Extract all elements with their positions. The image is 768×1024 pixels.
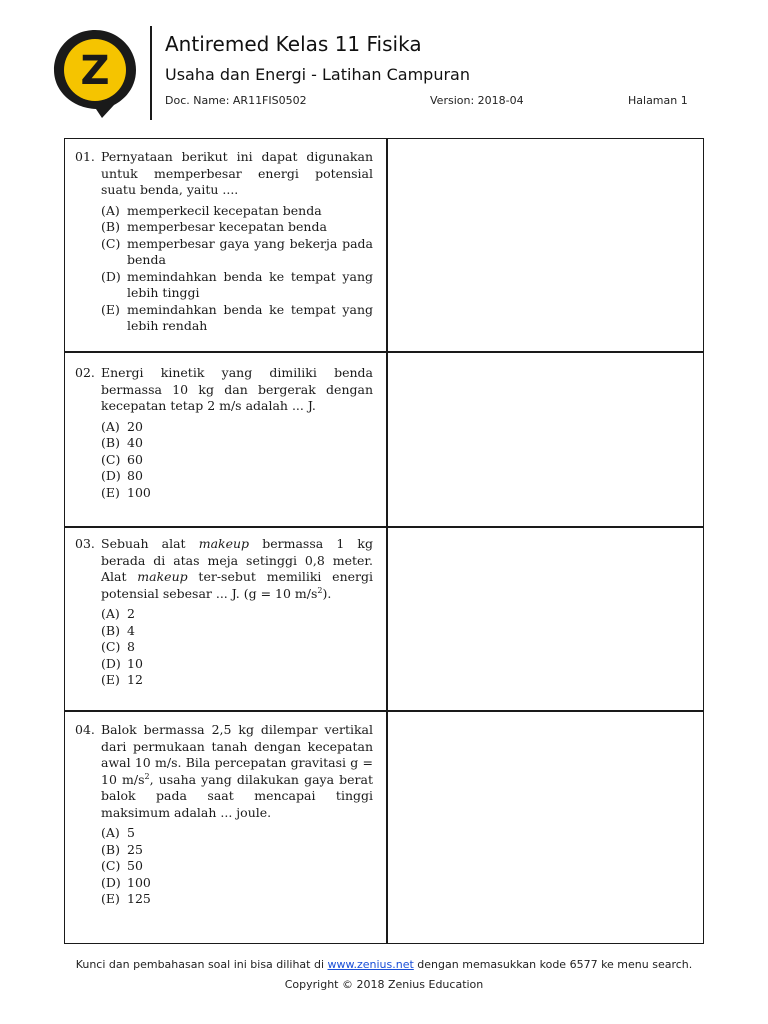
option-label: (B)	[101, 219, 120, 234]
option-text: 80	[127, 468, 143, 483]
option-c	[101, 452, 373, 469]
question-1	[75, 149, 373, 335]
question-table	[64, 138, 704, 944]
superscript: 2	[144, 771, 150, 781]
option-text: memperbesar kecepatan benda	[127, 219, 327, 234]
option-d	[101, 875, 373, 892]
option-label: (C)	[101, 858, 121, 873]
question-text: Sebuah alat makeup bermassa 1 kg berada di atas meja setinggi 0,8 meter. Alat makeup ter-sebut memiliki energi potensial sebesar ... J. (g = 10 $m/s^2$).	[101, 536, 373, 601]
row-divider	[65, 710, 703, 712]
option-text: 50	[127, 858, 143, 873]
option-label: (D)	[101, 468, 121, 483]
option-d	[101, 468, 373, 485]
option-e	[101, 302, 373, 335]
option-text: memperbesar gaya yang bekerja pada benda	[127, 235, 373, 267]
option-e	[101, 891, 373, 908]
option-b	[101, 435, 373, 452]
option-text: 12	[127, 672, 143, 687]
question-text: Pernyataan berikut ini dapat digunakan untuk memperbesar energi potensial suatu benda, yaitu ....	[101, 149, 373, 197]
option-text: memindahkan benda ke tempat yang lebih rendah	[127, 301, 373, 333]
header-divider	[150, 26, 152, 120]
option-a	[101, 419, 373, 436]
option-text: 4	[127, 622, 135, 638]
column-divider	[386, 139, 388, 943]
zenius-link[interactable]: www.zenius.net	[327, 958, 414, 971]
option-label: (E)	[101, 672, 120, 687]
option-b	[101, 842, 373, 859]
option-label: (C)	[101, 235, 121, 251]
option-label: (A)	[101, 418, 120, 434]
page-header	[0, 0, 768, 130]
option-text: 2	[127, 606, 135, 621]
question-number: 01.	[75, 149, 95, 164]
option-label: (C)	[101, 451, 121, 467]
option-list	[101, 606, 373, 689]
footer-note: Kunci dan pembahasan soal ini bisa dilihat di www.zenius.net dengan memasukkan kode 6577 ke menu search.	[75, 958, 693, 971]
option-text: 20	[127, 418, 143, 434]
option-c	[101, 639, 373, 656]
option-c	[101, 236, 373, 269]
row-divider	[65, 526, 703, 528]
option-text: 10	[127, 655, 143, 671]
doc-version: Version: 2018-04	[430, 94, 524, 107]
option-text: 40	[127, 435, 143, 450]
option-text: 60	[127, 451, 143, 467]
option-label: (A)	[101, 606, 120, 621]
option-a	[101, 606, 373, 623]
question-number: 02.	[75, 365, 95, 380]
option-text: 100	[127, 484, 151, 500]
option-e	[101, 485, 373, 502]
option-c	[101, 858, 373, 875]
question-3	[75, 536, 373, 689]
option-label: (E)	[101, 301, 120, 317]
question-text: Energi kinetik yang dimiliki benda bermassa 10 kg dan bergerak dengan kecepatan tetap 2 m/s adalah ... J.	[101, 365, 373, 413]
question-2	[75, 365, 373, 501]
option-text: 5	[127, 825, 135, 840]
option-label: (E)	[101, 891, 120, 906]
option-label: (D)	[101, 268, 121, 284]
option-e	[101, 672, 373, 689]
option-label: (B)	[101, 841, 120, 857]
option-text: 100	[127, 874, 151, 890]
copyright: Copyright © 2018 Zenius Education	[284, 978, 484, 991]
option-text: memperkecil kecepatan benda	[127, 202, 322, 218]
question-4	[75, 722, 373, 908]
emphasis-makeup: makeup	[137, 569, 188, 584]
option-text: 25	[127, 841, 143, 857]
superscript: 2	[317, 585, 323, 595]
page-title: Antiremed Kelas 11 Fisika	[165, 32, 422, 56]
page-number: Halaman 1	[628, 94, 688, 107]
option-label: (C)	[101, 639, 121, 654]
option-label: (B)	[101, 435, 120, 450]
option-text: memindahkan benda ke tempat yang lebih tinggi	[127, 268, 373, 300]
emphasis-makeup: makeup	[198, 536, 250, 551]
page-subtitle: Usaha dan Energi - Latihan Campuran	[165, 65, 470, 84]
zenius-logo	[52, 28, 138, 120]
option-d	[101, 656, 373, 673]
option-b	[101, 219, 373, 236]
question-text: Balok bermassa 2,5 kg dilempar vertikal dari permukaan tanah dengan kecepatan awal 10 m/s. Bila percepatan gravitasi g = 10 $m/s^2$, usaha yang dilakukan gaya berat balok pada saat mencapai tinggi maksimum adalah ... joule.	[101, 722, 373, 820]
option-label: (A)	[101, 202, 120, 218]
option-text: 125	[127, 891, 151, 906]
option-d	[101, 269, 373, 302]
option-label: (B)	[101, 622, 120, 638]
question-number: 03.	[75, 536, 95, 551]
option-label: (D)	[101, 874, 121, 890]
option-a	[101, 203, 373, 220]
question-number: 04.	[75, 722, 95, 737]
option-list	[101, 419, 373, 502]
option-label: (E)	[101, 484, 120, 500]
option-a	[101, 825, 373, 842]
doc-name: Doc. Name: AR11FIS0502	[165, 94, 307, 107]
option-list	[101, 825, 373, 908]
option-label: (A)	[101, 825, 120, 840]
logo-letter: Z	[80, 48, 110, 94]
option-b	[101, 623, 373, 640]
option-label: (D)	[101, 655, 121, 671]
option-text: 8	[127, 639, 135, 654]
option-list	[101, 203, 373, 335]
row-divider	[65, 351, 703, 353]
